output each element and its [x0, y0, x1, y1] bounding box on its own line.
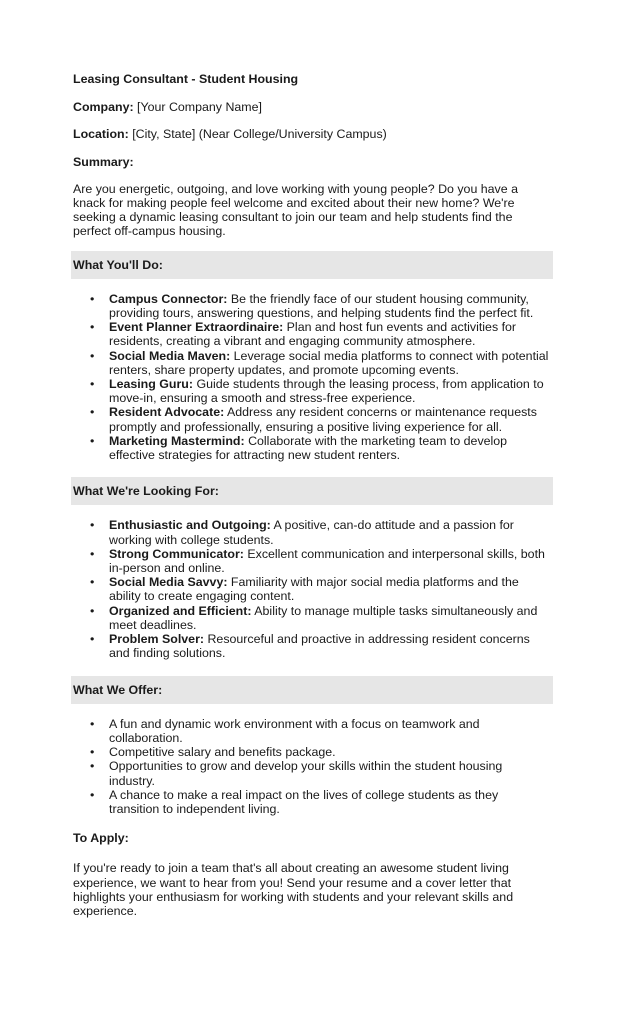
we-offer-heading: What We Offer:	[71, 676, 553, 704]
item-text: Ability to manage multiple tasks simultaneously and meet deadlines.	[109, 603, 538, 632]
list-item	[109, 434, 551, 462]
item-text: A positive, can-do attitude and a passion for working with college students.	[109, 518, 514, 547]
to-apply-text: If you're ready to join a team that's all about creating an awesome student living experience, we want to hear from you! Send your resume and a cover letter that highlights your enthusiasm for working with students and your relevant skills and experience.	[73, 861, 514, 918]
item-text: Collaborate with the marketing team to develop effective strategies for attracting new student renters.	[109, 433, 508, 463]
item-text: Plan and host fun events and activities for residents, creating a vibrant and engaging community atmosphere.	[109, 320, 517, 349]
list-item	[109, 377, 551, 405]
item-label: Social Media Savvy:	[109, 575, 228, 590]
item-label: Strong Communicator:	[109, 546, 244, 561]
looking-for-list	[73, 518, 551, 660]
list-item	[109, 349, 551, 377]
summary-heading: Summary:	[73, 154, 134, 169]
list-item: • Competitive salary and benefits package.	[109, 745, 551, 759]
what-youll-do-heading: What You'll Do:	[71, 251, 553, 279]
list-item	[109, 632, 551, 660]
item-label: Resident Advocate:	[109, 405, 225, 420]
item-label: Leasing Guru:	[109, 377, 193, 392]
location-value: [City, State] (Near College/University Campus)	[132, 127, 387, 142]
item-text: Address any resident concerns or maintenance requests promptly and professionally, ensuring a positive living experience for all.	[109, 405, 537, 434]
list-item	[109, 405, 551, 433]
list-item: • A chance to make a real impact on the lives of college students as they transition to independent living.	[109, 788, 551, 816]
item-label: Event Planner Extraordinaire:	[109, 320, 284, 335]
list-item	[109, 575, 551, 603]
item-text: Be the friendly face of our student housing community, providing tours, answering questions, and helping students find the perfect fit.	[109, 291, 534, 321]
item-text: Leverage social media platforms to connect with potential renters, share property updates, and promote upcoming events.	[109, 348, 549, 377]
item-label: Problem Solver:	[109, 632, 205, 647]
item-label: Campus Connector:	[109, 291, 228, 306]
list-item: • Opportunities to grow and develop your skills within the student housing industry.	[109, 759, 551, 787]
to-apply-heading: To Apply:	[73, 831, 129, 846]
item-label: Organized and Efficient:	[109, 603, 252, 618]
item-label: Enthusiastic and Outgoing:	[109, 518, 271, 533]
item-text: Guide students through the leasing process, from application to move-in, ensuring a smooth and stress-free experience.	[109, 377, 544, 406]
list-item: • A fun and dynamic work environment with a focus on teamwork and collaboration.	[109, 717, 551, 745]
location-label: Location:	[73, 127, 129, 142]
document-title: Leasing Consultant - Student Housing	[73, 72, 299, 86]
item-text: Resourceful and proactive in addressing resident concerns and finding solutions.	[109, 632, 530, 661]
company-value: [Your Company Name]	[137, 100, 262, 115]
we-offer-list	[73, 717, 551, 816]
item-text: Familiarity with major social media platforms and the ability to create engaging content.	[109, 575, 519, 604]
item-text: Excellent communication and interpersonal skills, both in-person and online.	[109, 546, 545, 576]
list-item	[109, 547, 551, 575]
summary-text: Are you energetic, outgoing, and love working with young people? Do you have a knack for making people feel welcome and excited about their new home? We're seeking a dynamic leasing consultant to join our team and help students find the perfect off-campus housing.	[73, 181, 518, 239]
item-label: Social Media Maven:	[109, 348, 231, 363]
looking-for-heading: What We're Looking For:	[71, 477, 553, 505]
item-label: Marketing Mastermind:	[109, 433, 245, 448]
list-item	[109, 320, 551, 348]
company-label: Company:	[73, 100, 134, 115]
list-item	[109, 292, 551, 320]
job-description-document	[73, 72, 551, 930]
company-line	[73, 100, 551, 114]
list-item	[109, 518, 551, 546]
location-line	[73, 127, 551, 141]
what-youll-do-list	[73, 292, 551, 462]
list-item	[109, 604, 551, 632]
